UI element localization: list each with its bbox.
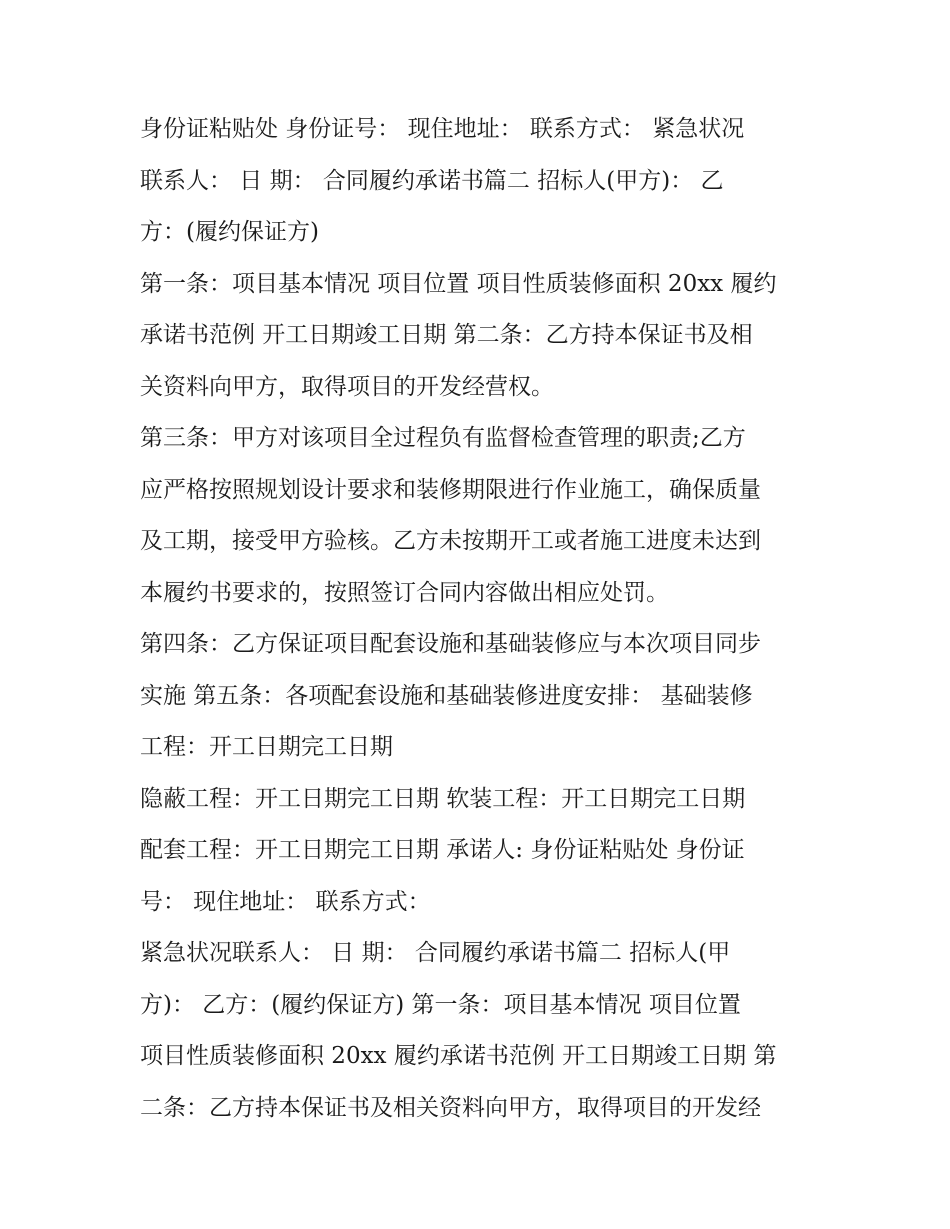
text-line-20: 二条：乙方持本保证书及相关资料向甲方，取得项目的开发经: [140, 1094, 761, 1121]
text-line-9: 及工期，接受甲方验核。乙方未按期开工或者施工进度未达到: [140, 528, 761, 554]
text-line-18: 方)： 乙方：(履约保证方) 第一条：项目基本情况 项目位置: [140, 991, 741, 1018]
text-line-19: 项目性质装修面积 20xx 履约承诺书范例 开工日期竣工日期 第: [140, 1043, 777, 1069]
text-line-6: 关资料向甲方，取得项目的开发经营权。: [140, 373, 554, 400]
text-line-8: 应严格按照规划设计要求和装修期限进行作业施工，确保质量: [140, 476, 761, 503]
text-line-1: 身份证粘贴处 身份证号： 现住地址： 联系方式： 紧急状况: [140, 116, 745, 142]
text-line-11: 第四条：乙方保证项目配套设施和基础装修应与本次项目同步: [140, 631, 761, 657]
text-line-13: 工程：开工日期完工日期: [140, 734, 393, 760]
text-line-2: 联系人： 日 期： 合同履约承诺书篇二 招标人(甲方)： 乙: [140, 167, 724, 194]
text-line-7: 第三条：甲方对该项目全过程负有监督检查管理的职责;乙方: [140, 425, 746, 451]
text-line-4: 第一条：项目基本情况 项目位置 项目性质装修面积 20xx 履约: [140, 270, 777, 297]
document-body: [140, 104, 820, 1134]
text-line-10: 本履约书要求的，按照签订合同内容做出相应处罚。: [140, 579, 669, 606]
text-line-15: 配套工程：开工日期完工日期 承诺人: 身份证粘贴处 身份证: [140, 837, 745, 863]
text-line-17: 紧急状况联系人： 日 期： 合同履约承诺书篇二 招标人(甲: [140, 940, 731, 966]
text-line-3: 方：(履约保证方): [140, 219, 319, 245]
text-line-5: 承诺书范例 开工日期竣工日期 第二条：乙方持本保证书及相: [140, 322, 753, 348]
text-line-14: 隐蔽工程：开工日期完工日期 软装工程：开工日期完工日期: [140, 785, 746, 812]
text-line-12: 实施 第五条：各项配套设施和基础装修进度安排： 基础装修: [140, 682, 753, 709]
text-line-16: 号： 现住地址： 联系方式：: [140, 888, 431, 915]
